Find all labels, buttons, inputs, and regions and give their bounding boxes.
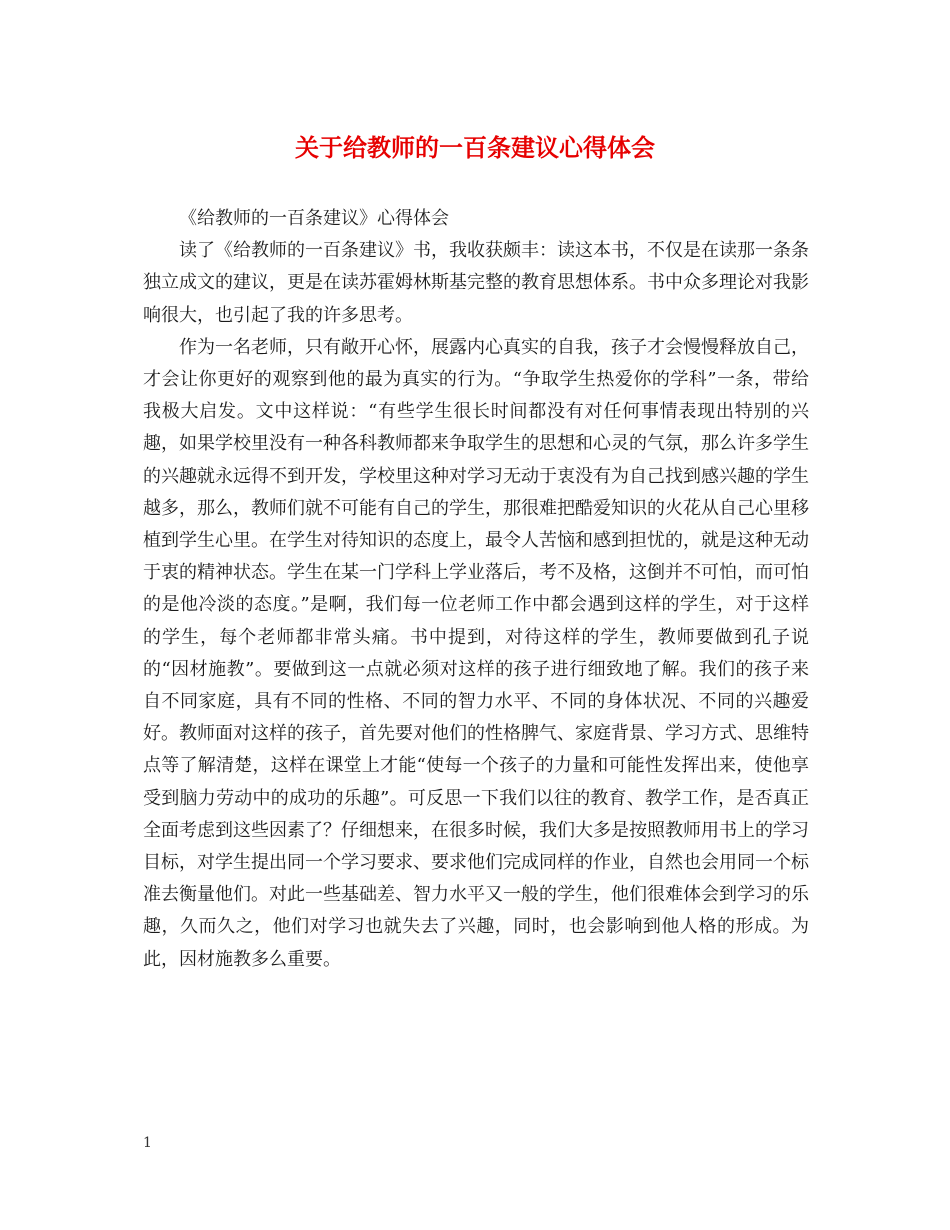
document-body xyxy=(143,203,809,976)
body-paragraph: 作为一名老师，只有敞开心怀，展露内心真实的自我，孩子才会慢慢释放自己，才会让你更好的观察到他的最为真实的行为。“争取学生热爱你的学科”一条，带给我极大启发。文中这样说：“有些学生很长时间都没有对任何事情表现出特别的兴趣，如果学校里没有一种各科教师都来争取学生的思想和心灵的气氛，那么许多学生的兴趣就永远得不到开发，学校里这种对学习无动于衷没有为自己找到感兴趣的学生越多，那么，教师们就不可能有自己的学生，那很难把酷爱知识的火花从自己心里移植到学生心里。在学生对待知识的态度上，最令人苦恼和感到担忧的，就是这种无动于衷的精神状态。学生在某一门学科上学业落后，考不及格，这倒并不可怕，而可怕的是他冷淡的态度。”是啊，我们每一位老师工作中都会遇到这样的学生，对于这样的学生，每个老师都非常头痛。书中提到，对待这样的学生，教师要做到孔子说的“因材施教”。要做到这一点就必须对这样的孩子进行细致地了解。我们的孩子来自不同家庭，具有不同的性格、不同的智力水平、不同的身体状况、不同的兴趣爱好。教师面对这样的孩子，首先要对他们的性格脾气、家庭背景、学习方式、思维特点等了解清楚，这样在课堂上才能“使每一个孩子的力量和可能性发挥出来，使他享受到脑力劳动中的成功的乐趣”。可反思一下我们以往的教育、教学工作，是否真正全面考虑到这些因素了？仔细想来，在很多时候，我们大多是按照教师用书上的学习目标，对学生提出同一个学习要求、要求他们完成同样的作业，自然也会用同一个标准去衡量他们。对此一些基础差、智力水平又一般的学生，他们很难体会到学习的乐趣，久而久之，他们对学习也就失去了兴趣，同时，也会影响到他人格的形成。为此，因材施教多么重要。 xyxy=(143,336,809,970)
body-paragraph: 读了《给教师的一百条建议》书，我收获颇丰：读这本书，不仅是在读那一条条独立成文的建议，更是在读苏霍姆林斯基完整的教育思想体系。书中众多理论对我影响很大，也引起了我的许多思考。 xyxy=(143,240,809,326)
document-title: 关于给教师的一百条建议心得体会 xyxy=(295,133,655,162)
subtitle-paragraph: 《给教师的一百条建议》心得体会 xyxy=(179,208,449,229)
page-number: 1 xyxy=(143,1135,152,1151)
